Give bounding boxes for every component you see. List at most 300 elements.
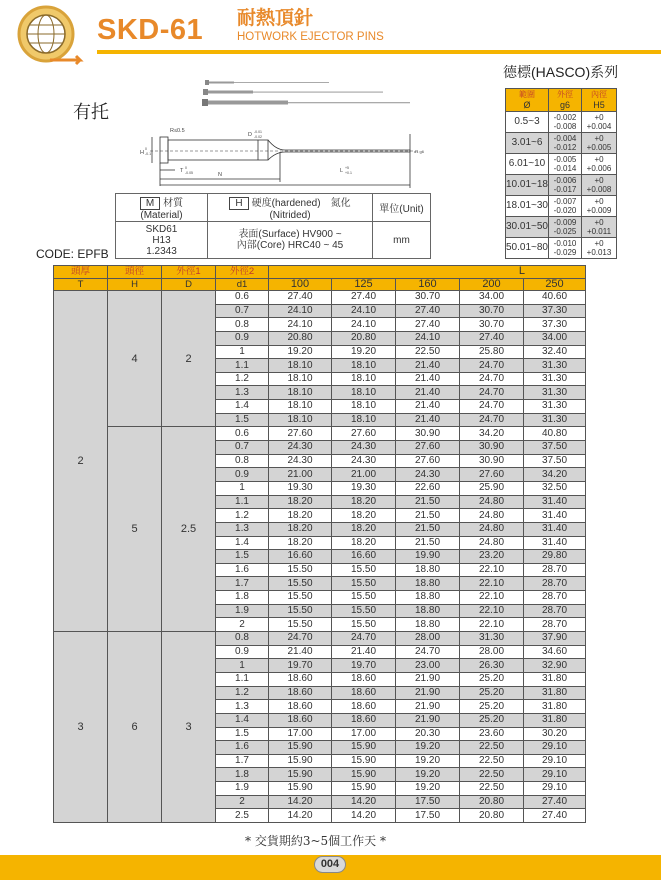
l200-cell: 22.10	[460, 618, 524, 632]
outer-diameter-cell: 2.5	[162, 427, 216, 632]
l250-cell: 31.30	[524, 372, 586, 386]
l125-cell: 17.00	[332, 727, 396, 741]
page-number: 004	[314, 856, 346, 873]
l250-cell: 37.30	[524, 318, 586, 332]
l125-cell: 14.20	[332, 809, 396, 823]
l100-cell: 18.10	[269, 372, 332, 386]
l250-cell: 31.30	[524, 413, 586, 427]
outer-diameter-cell: 2	[162, 291, 216, 427]
l200-cell: 22.50	[460, 741, 524, 755]
tolerance-row	[506, 217, 617, 238]
l200-cell: 23.20	[460, 550, 524, 564]
d1-cell: 1.7	[216, 754, 269, 768]
d1-cell: 1.7	[216, 577, 269, 591]
l125-cell: 18.20	[332, 495, 396, 509]
l125-cell: 15.50	[332, 591, 396, 605]
d1-cell: 1.4	[216, 713, 269, 727]
header-label: 外徑2	[229, 266, 255, 278]
l200-cell: 24.70	[460, 359, 524, 373]
col-d1-symbol: d1	[216, 278, 269, 291]
l125-cell: 18.60	[332, 700, 396, 714]
material-label: 材質(Material)	[140, 198, 184, 221]
l160-cell: 18.80	[396, 577, 460, 591]
l125-cell: 19.20	[332, 345, 396, 359]
d1-cell: 1.5	[216, 727, 269, 741]
l125-cell: 15.50	[332, 577, 396, 591]
g6-cell	[549, 154, 582, 175]
l160-cell: 18.80	[396, 563, 460, 577]
l100-cell: 18.20	[269, 495, 332, 509]
col-h-symbol: H	[108, 278, 162, 291]
l200-cell: 20.80	[460, 795, 524, 809]
core-hardness: 內部(Core) HRC40 ~ 45	[236, 240, 344, 251]
d1-cell: 0.9	[216, 331, 269, 345]
l200-cell: 22.50	[460, 782, 524, 796]
d-tol-up: -0.01	[254, 130, 262, 134]
table-subheader-row	[54, 278, 586, 291]
l125-cell: 21.00	[332, 468, 396, 482]
l125-cell: 24.10	[332, 318, 396, 332]
l100-cell: 21.40	[269, 645, 332, 659]
l125-cell: 24.30	[332, 441, 396, 455]
l160-cell: 24.30	[396, 468, 460, 482]
l100-cell: 17.00	[269, 727, 332, 741]
l100-cell: 18.10	[269, 386, 332, 400]
l160-cell: 19.20	[396, 741, 460, 755]
l100-cell: 19.30	[269, 481, 332, 495]
l250-cell: 34.00	[524, 331, 586, 345]
h5-upper: +0	[594, 112, 604, 122]
d1-cell: 1.5	[216, 413, 269, 427]
material-header-row	[116, 194, 431, 222]
l200-cell: 24.70	[460, 372, 524, 386]
range-cell: 3.01~6	[506, 133, 549, 154]
l250-cell: 29.10	[524, 741, 586, 755]
l250-cell: 31.80	[524, 686, 586, 700]
brand-title: SKD-61	[97, 14, 204, 46]
material-value: SKD61	[145, 223, 178, 235]
d1-cell: 0.7	[216, 304, 269, 318]
ejector-pins-photo	[200, 78, 415, 108]
l100-cell: 24.70	[269, 632, 332, 646]
g6-lower: -0.008	[553, 122, 577, 131]
l200-cell: 24.80	[460, 509, 524, 523]
l100-cell: 15.50	[269, 563, 332, 577]
l125-cell: 15.90	[332, 782, 396, 796]
l100-cell: 18.10	[269, 413, 332, 427]
material-table	[115, 193, 431, 259]
l200-cell: 27.40	[460, 331, 524, 345]
l250-cell: 34.20	[524, 468, 586, 482]
l250-cell: 32.90	[524, 659, 586, 673]
col-t-symbol: T	[54, 278, 108, 291]
l160-cell: 21.40	[396, 413, 460, 427]
l125-cell: 15.90	[332, 754, 396, 768]
l200-cell: 30.70	[460, 318, 524, 332]
l160-cell: 21.40	[396, 400, 460, 414]
l200-cell: 24.80	[460, 522, 524, 536]
d1-cell: 1.3	[216, 386, 269, 400]
l125-cell: 18.60	[332, 713, 396, 727]
unit-value: mm	[373, 222, 431, 259]
l200-cell: 25.20	[460, 700, 524, 714]
tolerance-row	[506, 238, 617, 259]
l250-cell: 32.50	[524, 481, 586, 495]
l160-cell: 23.00	[396, 659, 460, 673]
l250-cell: 29.10	[524, 754, 586, 768]
range-cell: 6.01~10	[506, 154, 549, 175]
l125-cell: 18.20	[332, 522, 396, 536]
l200-cell: 30.90	[460, 454, 524, 468]
l125-cell: 18.20	[332, 509, 396, 523]
l-tol-up: +5	[345, 166, 349, 170]
l125-cell: 15.50	[332, 618, 396, 632]
col-h-header	[108, 266, 162, 279]
l200-cell: 34.00	[460, 291, 524, 305]
l160-cell: 27.40	[396, 304, 460, 318]
d1-label: d1 g6	[414, 149, 425, 154]
h5-cell	[582, 133, 617, 154]
l100-cell: 18.60	[269, 713, 332, 727]
l160-cell: 19.20	[396, 768, 460, 782]
l200-cell: 22.50	[460, 754, 524, 768]
l100-cell: 18.20	[269, 536, 332, 550]
l100-cell: 15.50	[269, 577, 332, 591]
l200-cell: 25.20	[460, 713, 524, 727]
h5-lower: +0.008	[586, 185, 612, 194]
l250-cell: 31.30	[524, 400, 586, 414]
l160-cell: 21.50	[396, 509, 460, 523]
l160-cell: 19.20	[396, 782, 460, 796]
length-160: 160	[396, 278, 460, 291]
head-thickness-cell: 3	[54, 632, 108, 823]
tolerance-row	[506, 175, 617, 196]
h5-lower: +0.005	[586, 143, 612, 152]
l160-cell: 27.60	[396, 454, 460, 468]
d1-cell: 1	[216, 659, 269, 673]
d-label: D	[248, 132, 252, 138]
l125-cell: 24.10	[332, 304, 396, 318]
l125-cell: 18.10	[332, 413, 396, 427]
d1-cell: 2.5	[216, 809, 269, 823]
g6-cell	[549, 238, 582, 259]
d1-cell: 1.4	[216, 536, 269, 550]
header-label: 範圍	[519, 89, 535, 99]
l250-cell: 27.40	[524, 809, 586, 823]
g6-upper: -0.004	[553, 133, 577, 143]
l160-cell: 27.40	[396, 318, 460, 332]
l100-cell: 24.30	[269, 441, 332, 455]
l200-cell: 24.70	[460, 386, 524, 400]
header-label: 外徑1	[176, 266, 201, 278]
l125-cell: 27.40	[332, 291, 396, 305]
l125-cell: 18.60	[332, 672, 396, 686]
l160-cell: 21.90	[396, 672, 460, 686]
l250-cell: 28.70	[524, 591, 586, 605]
length-250: 250	[524, 278, 586, 291]
header-divider	[97, 50, 661, 54]
l200-cell: 34.20	[460, 427, 524, 441]
l250-cell: 31.40	[524, 536, 586, 550]
l160-cell: 24.10	[396, 331, 460, 345]
l160-cell: 22.60	[396, 481, 460, 495]
d1-cell: 1.3	[216, 700, 269, 714]
l100-cell: 18.60	[269, 700, 332, 714]
l100-cell: 14.20	[269, 795, 332, 809]
d1-cell: 1.2	[216, 509, 269, 523]
series-label: 德標(HASCO)系列	[503, 64, 619, 80]
l250-cell: 28.70	[524, 563, 586, 577]
l250-cell: 27.40	[524, 795, 586, 809]
h-tol-lo: -0.1	[145, 152, 152, 156]
l200-cell: 25.90	[460, 481, 524, 495]
l160-cell: 21.40	[396, 372, 460, 386]
d1-cell: 1.8	[216, 768, 269, 782]
l200-cell: 27.60	[460, 468, 524, 482]
l200-cell: 24.70	[460, 413, 524, 427]
h5-cell	[582, 154, 617, 175]
g6-cell	[549, 175, 582, 196]
g6-upper: -0.010	[553, 238, 577, 248]
l100-cell: 18.20	[269, 522, 332, 536]
d1-cell: 2	[216, 618, 269, 632]
length-125: 125	[332, 278, 396, 291]
material-body-row	[116, 222, 431, 259]
h5-cell	[582, 112, 617, 133]
l125-cell: 19.30	[332, 481, 396, 495]
g6-lower: -0.029	[553, 248, 577, 257]
h5-lower: +0.006	[586, 164, 612, 173]
l200-cell: 25.20	[460, 672, 524, 686]
length-100: 100	[269, 278, 332, 291]
d1-cell: 0.9	[216, 645, 269, 659]
table-row	[54, 632, 586, 646]
head-diameter-cell: 6	[108, 632, 162, 823]
l160-cell: 24.70	[396, 645, 460, 659]
h-box: H	[229, 197, 248, 210]
g6-lower: -0.025	[553, 227, 577, 236]
l100-cell: 24.10	[269, 304, 332, 318]
range-cell: 30.01~50	[506, 217, 549, 238]
d1-cell: 2	[216, 795, 269, 809]
l100-cell: 27.60	[269, 427, 332, 441]
tolerance-header	[506, 89, 617, 112]
g6-lower: -0.012	[553, 143, 577, 152]
l160-cell: 28.00	[396, 632, 460, 646]
g6-lower: -0.017	[553, 185, 577, 194]
h5-cell	[582, 196, 617, 217]
l125-cell: 18.10	[332, 359, 396, 373]
l200-cell: 24.80	[460, 536, 524, 550]
d1-cell: 1.2	[216, 372, 269, 386]
l100-cell: 15.90	[269, 768, 332, 782]
product-title-cn: 耐熱頂針	[237, 7, 314, 29]
l200-cell: 30.70	[460, 304, 524, 318]
l250-cell: 32.40	[524, 345, 586, 359]
col-d1-header	[216, 266, 269, 279]
d1-cell: 0.8	[216, 454, 269, 468]
id-header	[582, 89, 617, 112]
l100-cell: 15.50	[269, 618, 332, 632]
table-header-row	[54, 266, 586, 279]
l100-cell: 18.10	[269, 359, 332, 373]
t-label: T	[180, 168, 184, 174]
d1-cell: 1.5	[216, 550, 269, 564]
d1-cell: 1.2	[216, 686, 269, 700]
l200-cell: 22.10	[460, 577, 524, 591]
d1-cell: 1.1	[216, 672, 269, 686]
l125-cell: 18.10	[332, 386, 396, 400]
header-symbol: H5	[593, 99, 605, 110]
l100-cell: 21.00	[269, 468, 332, 482]
d1-cell: 1.1	[216, 359, 269, 373]
l125-cell: 15.90	[332, 741, 396, 755]
g6-upper: -0.007	[553, 196, 577, 206]
l125-cell: 18.20	[332, 536, 396, 550]
l250-cell: 31.40	[524, 509, 586, 523]
d1-cell: 1.4	[216, 400, 269, 414]
l125-cell: 18.60	[332, 686, 396, 700]
h5-upper: +0	[594, 196, 604, 206]
surface-hardness: 表面(Surface) HV900 ~	[238, 229, 342, 240]
l250-cell: 40.60	[524, 291, 586, 305]
l200-cell: 22.10	[460, 591, 524, 605]
l250-cell: 29.10	[524, 782, 586, 796]
h5-upper: +0	[594, 217, 604, 227]
l125-cell: 19.70	[332, 659, 396, 673]
h5-lower: +0.013	[586, 248, 612, 257]
l200-cell: 28.00	[460, 645, 524, 659]
l250-cell: 28.70	[524, 604, 586, 618]
material-values	[116, 222, 208, 259]
l160-cell: 30.70	[396, 291, 460, 305]
l-tol-lo: +0.1	[345, 171, 352, 175]
range-cell: 0.5~3	[506, 112, 549, 133]
l250-cell: 31.30	[524, 359, 586, 373]
d1-cell: 0.8	[216, 318, 269, 332]
l200-cell: 31.30	[460, 632, 524, 646]
d1-cell: 1.6	[216, 563, 269, 577]
pin-dimension-diagram	[140, 124, 435, 190]
l160-cell: 21.50	[396, 536, 460, 550]
g6-upper: -0.009	[553, 217, 577, 227]
l160-cell: 21.50	[396, 522, 460, 536]
l160-cell: 18.80	[396, 591, 460, 605]
h5-upper: +0	[594, 238, 604, 248]
delivery-note: * 交貨期約3~5個工作天 *	[245, 834, 386, 848]
l160-cell: 17.50	[396, 809, 460, 823]
l100-cell: 14.20	[269, 809, 332, 823]
col-t-header	[54, 266, 108, 279]
l125-cell: 15.50	[332, 604, 396, 618]
l100-cell: 19.70	[269, 659, 332, 673]
material-value: H13	[152, 234, 171, 246]
l250-cell: 37.90	[524, 632, 586, 646]
product-code: CODE: EPFB	[36, 247, 109, 261]
tolerance-row	[506, 154, 617, 175]
l250-cell: 28.70	[524, 577, 586, 591]
d1-cell: 1.3	[216, 522, 269, 536]
l200-cell: 22.50	[460, 768, 524, 782]
d1-cell: 1.9	[216, 604, 269, 618]
l100-cell: 15.50	[269, 604, 332, 618]
g6-upper: -0.006	[553, 175, 577, 185]
l160-cell: 21.90	[396, 713, 460, 727]
tolerance-row	[506, 196, 617, 217]
outer-diameter-cell: 3	[162, 632, 216, 823]
l200-cell: 25.20	[460, 686, 524, 700]
l250-cell: 31.40	[524, 522, 586, 536]
l100-cell: 18.60	[269, 686, 332, 700]
l160-cell: 27.60	[396, 441, 460, 455]
table-row	[54, 427, 586, 441]
l160-cell: 21.90	[396, 686, 460, 700]
l200-cell: 22.10	[460, 563, 524, 577]
l100-cell: 24.10	[269, 318, 332, 332]
l-label: L	[340, 168, 344, 174]
h5-upper: +0	[594, 175, 604, 185]
l160-cell: 21.50	[396, 495, 460, 509]
range-cell: 18.01~30	[506, 196, 549, 217]
g6-upper: -0.005	[553, 154, 577, 164]
l250-cell: 37.50	[524, 441, 586, 455]
l125-cell: 21.40	[332, 645, 396, 659]
g6-lower: -0.020	[553, 206, 577, 215]
range-cell: 10.01~18	[506, 175, 549, 196]
header-label: 外徑	[557, 89, 573, 99]
l100-cell: 15.90	[269, 754, 332, 768]
l125-cell: 24.70	[332, 632, 396, 646]
g6-upper: -0.002	[553, 112, 577, 122]
l125-cell: 16.60	[332, 550, 396, 564]
m-box: M	[140, 197, 160, 210]
l160-cell: 18.80	[396, 604, 460, 618]
d1-cell: 1.9	[216, 782, 269, 796]
hardness-values	[208, 222, 373, 259]
l250-cell: 34.60	[524, 645, 586, 659]
l100-cell: 18.20	[269, 509, 332, 523]
d1-cell: 0.6	[216, 427, 269, 441]
l250-cell: 37.50	[524, 454, 586, 468]
tolerance-row	[506, 133, 617, 154]
t-tol-up: 0	[185, 166, 187, 170]
l250-cell: 31.30	[524, 386, 586, 400]
l250-cell: 31.80	[524, 672, 586, 686]
d1-cell: 1	[216, 345, 269, 359]
n-label: N	[218, 172, 222, 178]
l160-cell: 30.90	[396, 427, 460, 441]
l250-cell: 40.80	[524, 427, 586, 441]
l100-cell: 16.60	[269, 550, 332, 564]
l100-cell: 15.50	[269, 591, 332, 605]
l250-cell: 28.70	[524, 618, 586, 632]
head-diameter-cell: 4	[108, 291, 162, 427]
h-tol-up: 0	[145, 147, 147, 151]
t-tol-lo: -0.05	[185, 171, 193, 175]
l200-cell: 24.80	[460, 495, 524, 509]
table-row	[54, 291, 586, 305]
h5-cell	[582, 238, 617, 259]
d1-cell: 0.9	[216, 468, 269, 482]
l125-cell: 27.60	[332, 427, 396, 441]
d1-cell: 1.8	[216, 591, 269, 605]
l100-cell: 18.10	[269, 400, 332, 414]
h-label: H	[140, 150, 144, 156]
g6-cell	[549, 133, 582, 154]
h5-cell	[582, 175, 617, 196]
h5-upper: +0	[594, 133, 604, 143]
l250-cell: 30.20	[524, 727, 586, 741]
